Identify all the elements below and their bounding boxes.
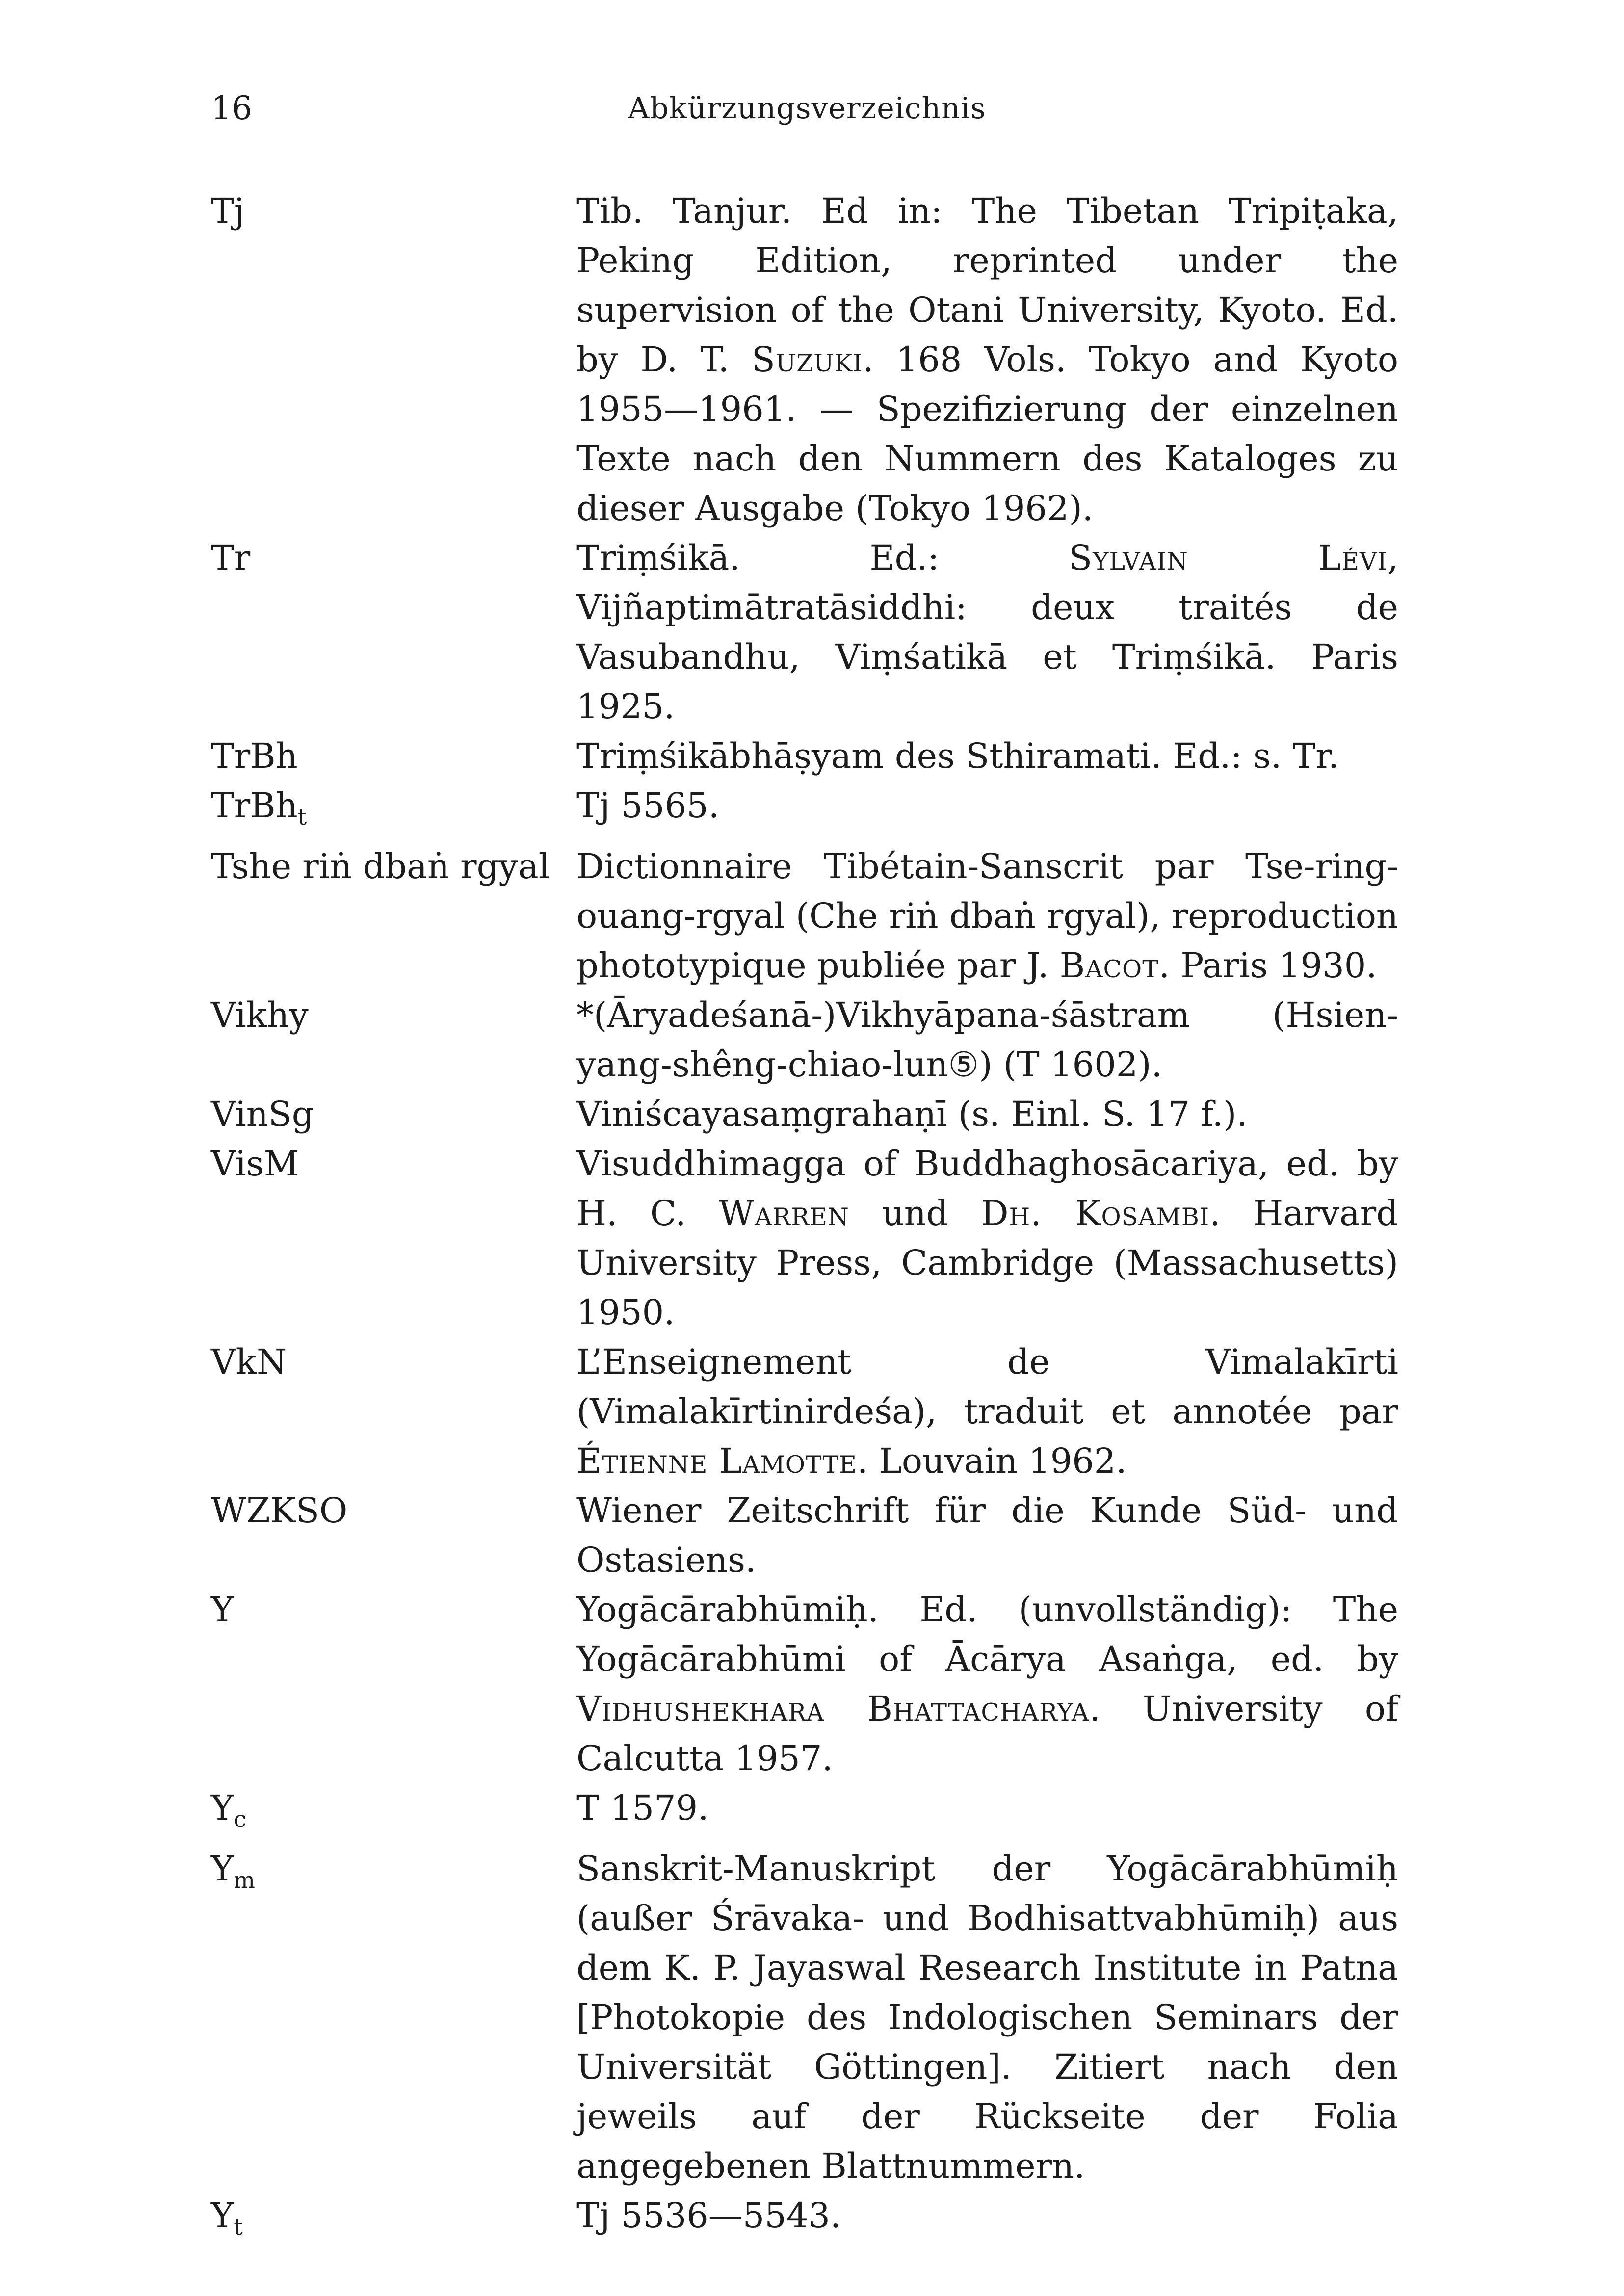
abbreviation-term-text: VisM <box>211 1144 299 1184</box>
abbreviation-entry <box>211 1090 1398 1139</box>
description-text: L’Enseignement de Vimalakīrti (Vimalakīrtinirdeśa), traduit et annotée par <box>576 1342 1398 1432</box>
abbreviation-entry <box>211 1486 1398 1585</box>
abbreviation-term-text: Tshe riṅ dbaṅ rgyal <box>211 846 550 887</box>
abbreviation-list <box>211 186 1398 2252</box>
abbreviation-entry <box>211 1783 1398 1844</box>
description-text: , Vijñaptimātratāsiddhi: deux traités de Vasubandhu, Viṃśatikā et Triṃśikā. Paris 1925. <box>576 538 1399 727</box>
abbreviation-term-text: WZKSO <box>211 1490 348 1531</box>
description-text: Triṃśikā. Ed.: <box>576 538 1069 578</box>
author-name: Bacot <box>1059 945 1159 986</box>
description-text: Tj 5565. <box>576 785 720 826</box>
abbreviation-term-text: Tj <box>211 191 245 231</box>
abbreviation-description <box>576 1585 1398 1783</box>
abbreviation-term <box>211 731 576 781</box>
abbreviation-term <box>211 2191 576 2252</box>
abbreviation-entry <box>211 533 1398 731</box>
author-name: Étienne Lamotte <box>576 1441 857 1481</box>
description-text: Tj 5536—5543. <box>576 2195 841 2236</box>
abbreviation-term <box>211 1139 576 1189</box>
abbreviation-term <box>211 1090 576 1139</box>
description-text: . 168 Vols. Tokyo and Kyoto 1955—1961. — Spezifizierung der einzelnen Texte nach den Nummern des Kataloges zu dieser Ausgabe (Tokyo 1962). <box>576 339 1399 528</box>
description-text: Visuddhimagga of Buddhaghosācariya, ed. by H. C. <box>576 1144 1398 1233</box>
abbreviation-description <box>576 1139 1398 1337</box>
abbreviation-term-text: Y <box>211 1849 234 1889</box>
running-title: Abkürzungsverzeichnis <box>628 91 986 126</box>
abbreviation-entry <box>211 1844 1398 2191</box>
abbreviation-term-text: Y <box>211 1590 234 1630</box>
description-text: . Louvain 1962. <box>857 1441 1127 1481</box>
abbreviation-subscript: c <box>234 1806 246 1832</box>
description-text: Viniścayasaṃgrahaṇī (s. Einl. S. 17 f.). <box>576 1094 1248 1134</box>
description-text: *(Āryadeśanā-)Vikhyāpana-śāstram (Hsien-yang-shêng-chiao-lun⑤) (T 1602). <box>576 995 1398 1085</box>
description-text: T 1579. <box>576 1788 709 1828</box>
abbreviation-entry <box>211 781 1398 842</box>
author-name: Warren <box>719 1193 849 1233</box>
author-name: Suzuki <box>751 339 863 380</box>
abbreviation-term-text: Y <box>211 1788 234 1828</box>
abbreviation-term-text: Tr <box>211 538 251 578</box>
abbreviation-description <box>576 1337 1398 1486</box>
abbreviation-entry <box>211 1585 1398 1783</box>
author-name: Vidhushekhara Bhattacharya <box>576 1689 1090 1729</box>
abbreviation-description <box>576 186 1398 533</box>
abbreviation-term <box>211 1844 576 1905</box>
description-text: Yogācārabhūmiḥ. Ed. (unvollständig): The Yogācārabhūmi of Ācārya Asaṅga, ed. by <box>576 1590 1398 1679</box>
abbreviation-description <box>576 842 1398 991</box>
abbreviation-description <box>576 533 1398 731</box>
description-text: Dictionnaire Tibétain-Sanscrit par Tse-ring-ouang-rgyal (Che riṅ dbaṅ rgyal), reproduction phototypique publiée par J. <box>576 846 1398 986</box>
author-name: Dh. Kosambi <box>981 1193 1210 1233</box>
abbreviation-entry <box>211 2191 1398 2252</box>
abbreviation-entry <box>211 842 1398 991</box>
abbreviation-term <box>211 991 576 1040</box>
abbreviation-entry <box>211 1139 1398 1337</box>
abbreviation-term-text: Y <box>211 2195 234 2236</box>
description-text: und <box>849 1193 981 1233</box>
abbreviation-entry <box>211 991 1398 1090</box>
abbreviation-term-text: VinSg <box>211 1094 314 1134</box>
abbreviation-description <box>576 1783 1398 1833</box>
abbreviation-subscript: t <box>297 804 307 830</box>
abbreviation-entry <box>211 186 1398 533</box>
abbreviation-term-text: Vikhy <box>211 995 309 1035</box>
description-text: Tib. Tanjur. Ed in: The Tibetan Tripiṭaka, Peking Edition, reprinted under the supervision of the Otani University, Kyoto. Ed. by D. T. <box>576 191 1398 380</box>
abbreviation-term <box>211 842 576 891</box>
abbreviation-description <box>576 731 1398 781</box>
abbreviation-term <box>211 1486 576 1536</box>
description-text: Triṃśikābhāṣyam des Sthiramati. Ed.: s. Tr. <box>576 736 1339 776</box>
abbreviation-term-text: TrBh <box>211 785 298 826</box>
description-text: . Harvard University Press, Cambridge (Massachusetts) 1950. <box>576 1193 1398 1332</box>
description-text: Sanskrit-Manuskript der Yogācārabhūmiḥ (außer Śrāvaka- und Bodhisattvabhūmiḥ) aus dem K. P. Jayaswal Research Institute in Patna [Photokopie des Indologischen Seminars der Universität Göttingen]. Zitiert nach den jeweils auf der Rückseite der Folia angegebenen Blattnummern. <box>576 1849 1398 2186</box>
abbreviation-subscript: t <box>234 2214 243 2240</box>
abbreviation-entry <box>211 1337 1398 1486</box>
abbreviation-term <box>211 1783 576 1844</box>
abbreviation-entry <box>211 731 1398 781</box>
page-header <box>211 83 1393 137</box>
description-text: Wiener Zeitschrift für die Kunde Süd- und Ostasiens. <box>576 1490 1398 1580</box>
abbreviation-description <box>576 1486 1398 1585</box>
abbreviation-term <box>211 186 576 236</box>
author-name: Sylvain Lévi <box>1069 538 1388 578</box>
abbreviation-description <box>576 1090 1398 1139</box>
abbreviation-term <box>211 1337 576 1387</box>
abbreviation-description <box>576 2191 1398 2241</box>
abbreviation-term-text: TrBh <box>211 736 298 776</box>
description-text: . University of Calcutta 1957. <box>576 1689 1398 1778</box>
abbreviation-subscript: m <box>234 1867 255 1893</box>
abbreviation-term <box>211 1585 576 1635</box>
abbreviation-term <box>211 781 576 842</box>
abbreviation-term-text: VkN <box>211 1342 287 1382</box>
abbreviation-description <box>576 991 1398 1090</box>
abbreviation-description <box>576 781 1398 831</box>
abbreviation-term <box>211 533 576 583</box>
abbreviation-description <box>576 1844 1398 2191</box>
description-text: . Paris 1930. <box>1158 945 1377 986</box>
page-number: 16 <box>211 89 252 127</box>
